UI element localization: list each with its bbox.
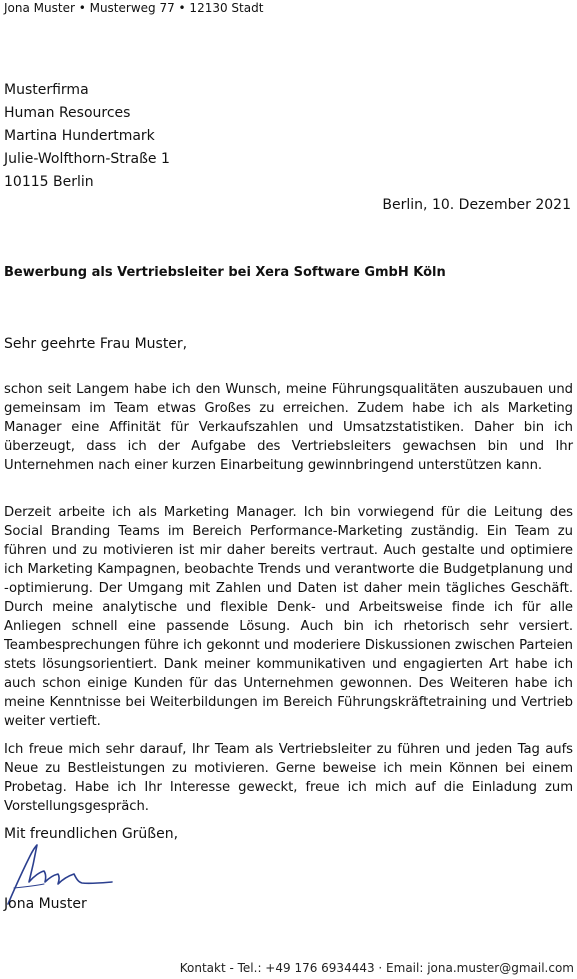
signer-name: Jona Muster: [4, 896, 87, 912]
recipient-department: Human Resources: [4, 105, 131, 121]
body-paragraph-1: schon seit Langem habe ich den Wunsch, meine Führungsqualitäten auszubauen und gemeinsam im Team etwas Großes zu erreichen. Zudem habe ich als Marketing Manager eine Affinität für Verkaufszahlen und Umsatzstatistiken. Daher bin ich überzeugt, dass ich der Aufgabe des Vertriebsleiters gewachsen bin und Ihr Unternehmen nach einer kurzen Einarbeitung gewinnbringend unterstützen kann.: [4, 382, 573, 473]
salutation: Sehr geehrte Frau Muster,: [4, 336, 188, 352]
recipient-city: 10115 Berlin: [4, 174, 94, 190]
letter-subject: Bewerbung als Vertriebsleiter bei Xera Software GmbH Köln: [4, 265, 446, 280]
recipient-street: Julie-Wolfthorn-Straße 1: [4, 151, 170, 167]
recipient-company: Musterfirma: [4, 82, 89, 98]
body-paragraph-3: Ich freue mich sehr darauf, Ihr Team als Vertriebsleiter zu führen und jeden Tag aufs Neue zu Bestleistungen zu motivieren. Gerne beweise ich mein Können bei einem Probetag. Habe ich Ihr Interesse geweckt, freue ich mich auf die Einladung zum Vorstellungsgespräch.: [4, 742, 573, 814]
contact-footer: Kontakt - Tel.: +49 176 6934443 · Email: jona.muster@gmail.com: [179, 961, 574, 975]
recipient-person: Martina Hundertmark: [4, 128, 155, 144]
body-paragraph-2: Derzeit arbeite ich als Marketing Manager. Ich bin vorwiegend für die Leitung des Social Branding Teams im Bereich Performance-Marketing zuständig. Ein Team zu führen und zu motivieren ist mir daher bereits vertraut. Auch gestalte und optimiere ich Marketing Kampagnen, beobachte Trends und verantworte die Budgetplanung und -optimierung. Der Umgang mit Zahlen und Daten ist daher mein tägliches Geschäft. Durch meine analytische und flexible Denk- und Arbeitsweise finde ich für alle Anliegen schnell eine passende Lösung. Auch bin ich rhetorisch sehr versiert. Teambesprechungen führe ich gekonnt und moderiere Diskussionen zwischen Parteien stets lösungsorientiert. Dank meiner kommunikativen und engagierten Art habe ich auch schon einige Kunden für das Unternehmen gewonnen. Des Weiteren habe ich meine Kenntnisse bei Weiterbildungen im Bereich Führungskräftetraining und Vertrieb weiter vertieft.: [4, 505, 573, 729]
letter-date: Berlin, 10. Dezember 2021: [382, 197, 571, 213]
closing-greeting: Mit freundlichen Grüßen,: [4, 826, 179, 842]
sender-address-line: Jona Muster • Musterweg 77 • 12130 Stadt: [4, 1, 264, 15]
recipient-address-block: [4, 79, 170, 194]
